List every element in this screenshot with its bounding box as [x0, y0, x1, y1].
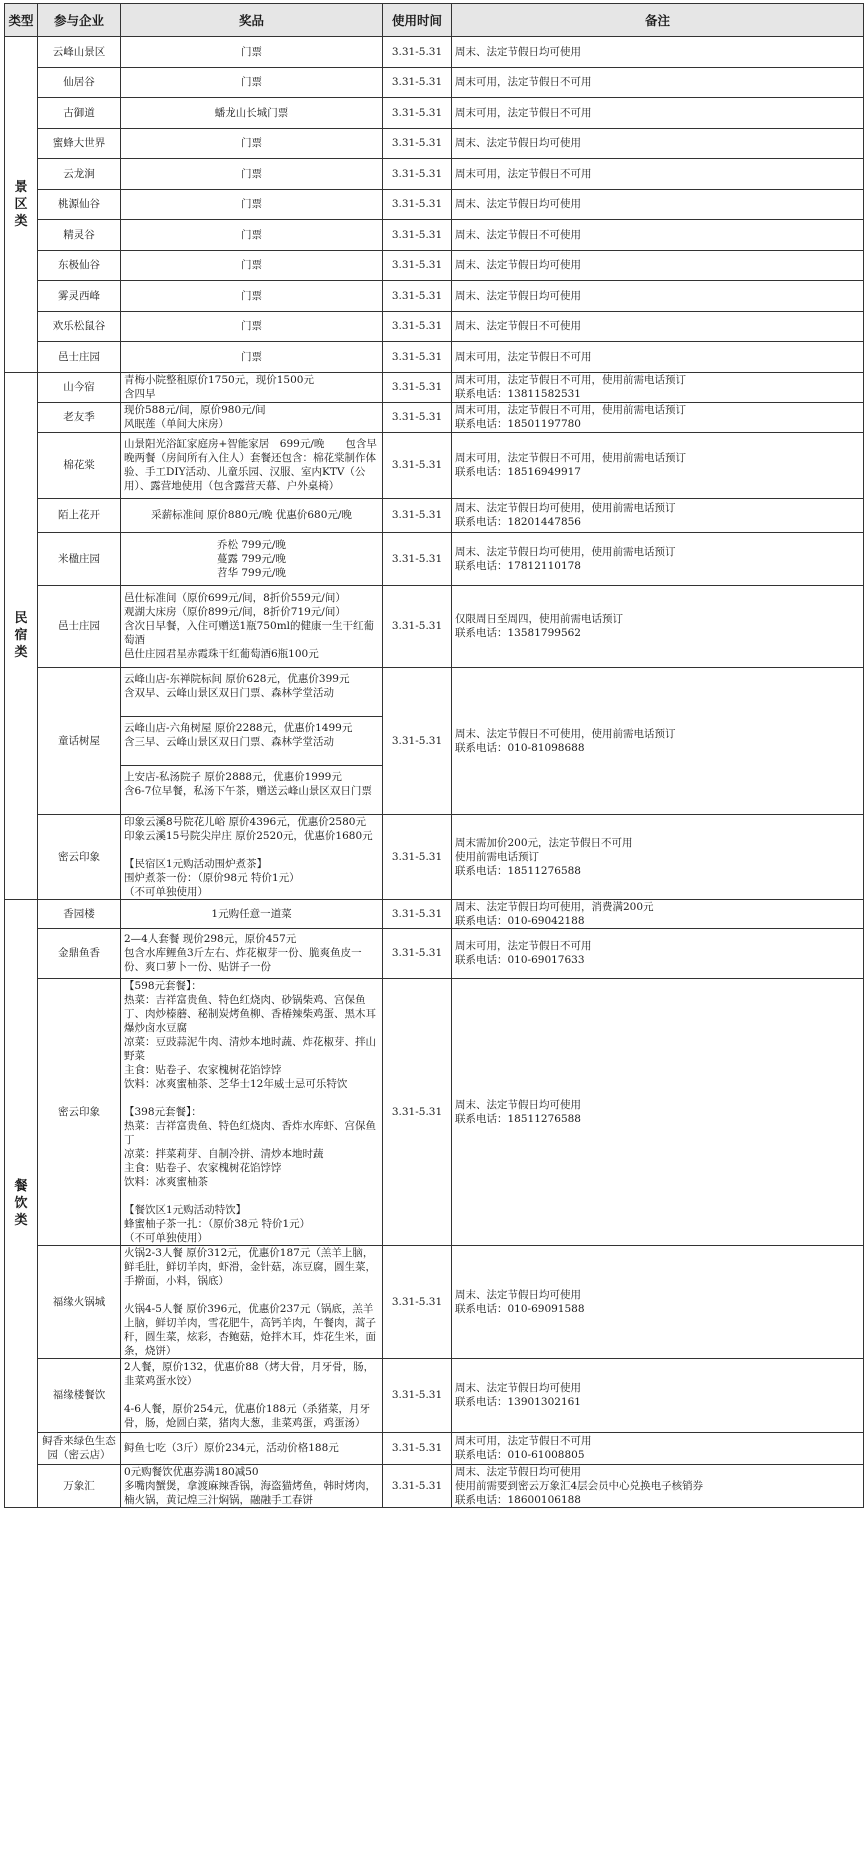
prize-cell: 门票 [121, 220, 383, 251]
usage-time: 3.31-5.31 [383, 667, 452, 814]
text-line: 上安店-私汤院子 原价2888元，优惠价1999元 [124, 770, 342, 783]
table-row [5, 814, 864, 899]
note-cell [452, 532, 864, 585]
table-row [5, 498, 864, 532]
company-name: 云龙涧 [38, 159, 121, 190]
prize-cell [121, 899, 383, 928]
note-cell: 周末、法定节假日均可使用 [452, 281, 864, 312]
company-name: 棉花棠 [38, 432, 121, 498]
usage-time: 3.31-5.31 [383, 532, 452, 585]
prize-cell: 门票 [121, 189, 383, 220]
table-row [5, 1358, 864, 1432]
usage-time: 3.31-5.31 [383, 159, 452, 190]
note-cell [452, 402, 864, 432]
header-type: 类型 [5, 4, 38, 37]
text-line: 2—4人套餐 现价298元，原价457元 [124, 933, 297, 945]
text-line: 周末、法定节假日均可使用，使用前需电话预订 [455, 545, 676, 558]
note-cell: 周末可用，法定节假日不可用 [452, 159, 864, 190]
category-label: 餐饮类 [14, 1178, 28, 1228]
table-row [5, 899, 864, 928]
text-line: 围炉煮茶一份：（原价98元 特价1元） [124, 871, 300, 884]
note-cell: 周末、法定节假日不可使用 [452, 311, 864, 342]
prize-cell [121, 1358, 383, 1432]
text-line: 【598元套餐】： [124, 979, 202, 992]
prize-cell: 门票 [121, 159, 383, 190]
prize-cell: 门票 [121, 37, 383, 68]
note-cell: 周末可用，法定节假日不可用 [452, 67, 864, 98]
text-line: 使用前需要到密云万象汇4层会员中心兑换电子核销券 [455, 1479, 704, 1492]
text-line: 周末可用，法定节假日不可用，使用前需电话预订 [455, 404, 686, 416]
text-line: 【民宿区1元购活动围炉煮茶】 [124, 857, 268, 870]
usage-time: 3.31-5.31 [383, 311, 452, 342]
note-cell [452, 372, 864, 402]
usage-time: 3.31-5.31 [383, 1358, 452, 1432]
table-row [5, 311, 864, 342]
text-line: 周末、法定节假日均可使用 [455, 1098, 581, 1111]
usage-time: 3.31-5.31 [383, 250, 452, 281]
prize-cell: 门票 [121, 281, 383, 312]
table-row [5, 98, 864, 129]
prize-cell [121, 532, 383, 585]
usage-time: 3.31-5.31 [383, 899, 452, 928]
text-line: 联系电话：010-81098688 [455, 741, 585, 754]
table-row [5, 220, 864, 251]
text-line: 联系电话：010-69091588 [455, 1302, 585, 1315]
text-line: 含四早 [124, 388, 156, 400]
usage-time: 3.31-5.31 [383, 928, 452, 978]
text-line: 采薪标准间 原价880元/晚 优惠价680元/晚 [151, 509, 352, 521]
table-row [5, 37, 864, 68]
company-name: 蜜蜂大世界 [38, 128, 121, 159]
text-line: 青梅小院整租原价1750元，现价1500元 [124, 374, 314, 386]
note-cell [452, 928, 864, 978]
prize-cell [121, 372, 383, 402]
note-cell: 周末可用，法定节假日不可用 [452, 98, 864, 129]
text-line: 乔松 799元/晚 [217, 538, 286, 551]
usage-time: 3.31-5.31 [383, 978, 452, 1245]
category-label: 民宿类 [14, 611, 28, 660]
company-name: 陌上花开 [38, 498, 121, 532]
text-line: 联系电话：010-61008805 [455, 1449, 585, 1461]
prize-cell: 门票 [121, 342, 383, 373]
category-homestay [5, 372, 38, 899]
company-name: 福缘楼餐饮 [38, 1358, 121, 1432]
prize-option [121, 668, 382, 717]
prize-cell [121, 814, 383, 899]
prize-cell [121, 432, 383, 498]
table-row [5, 372, 864, 402]
text-line: 联系电话：13811582531 [455, 388, 581, 400]
usage-time: 3.31-5.31 [383, 498, 452, 532]
company-name: 老友季 [38, 402, 121, 432]
prize-cell [121, 585, 383, 667]
text-line: 山景阳光浴缸家庭房+智能家居 699元/晚 包含早晚两餐（房间所有入住人）套餐还包含：棉花棠制作体验、手工DIY活动、儿童乐园、汉服、室内KTV（公用）、露营地使用（包含露营天幕、户外桌椅） [124, 438, 377, 492]
category-scenic [5, 37, 38, 373]
text-line: 火锅4-5人餐 原价396元，优惠价237元（锅底，羔羊上脑，鲜切羊肉，雪花肥牛，高钙羊肉，午餐肉，蒿子秆，圆生菜，炫彩，杏鲍菇，炝拌木耳，炸花生米，面条，烧饼） [124, 1302, 376, 1357]
note-cell: 周末、法定节假日不可使用 [452, 220, 864, 251]
text-line: 周末可用，法定节假日不可用 [455, 1435, 592, 1447]
table-row [5, 189, 864, 220]
text-line: 含6-7位早餐，私汤下午茶，赠送云峰山景区双日门票 [124, 784, 372, 797]
company-name: 米楹庄园 [38, 532, 121, 585]
company-name: 鲟香来绿色生态园（密云店） [38, 1432, 121, 1464]
table-row [5, 1464, 864, 1507]
text-line: 火锅2-3人餐 原价312元，优惠价187元（羔羊上脑，鲜毛肚，鲜切羊肉，虾滑，金针菇，冻豆腐，圆生菜，手擀面，小料，锅底） [124, 1246, 376, 1287]
text-line: 周末、法定节假日均可使用 [455, 1465, 581, 1478]
company-name: 童话树屋 [38, 667, 121, 814]
text-line: 包含水库鲤鱼3斤左右、炸花椒芽一份、脆爽鱼皮一份、爽口萝卜一份、贴饼子一份 [124, 947, 362, 973]
company-name: 金鼎鱼香 [38, 928, 121, 978]
company-name: 邑士庄园 [38, 342, 121, 373]
usage-time: 3.31-5.31 [383, 37, 452, 68]
table-row [5, 159, 864, 190]
company-name: 福缘火锅城 [38, 1245, 121, 1358]
text-line: 鲟鱼七吃（3斤）原价234元，活动价格188元 [124, 1442, 339, 1454]
text-line: 联系电话：13581799562 [455, 627, 581, 639]
table-row [5, 432, 864, 498]
company-name: 山今宿 [38, 372, 121, 402]
blank-line [124, 843, 379, 857]
text-line: 【398元套餐】： [124, 1105, 202, 1118]
company-name: 精灵谷 [38, 220, 121, 251]
usage-time: 3.31-5.31 [383, 1245, 452, 1358]
prize-cell [121, 928, 383, 978]
category-label: 景区类 [14, 179, 28, 229]
note-cell: 周末、法定节假日均可使用 [452, 250, 864, 281]
company-name: 邑士庄园 [38, 585, 121, 667]
blank-line [124, 1388, 379, 1402]
text-line: 【餐饮区1元购活动特饮】 [124, 1203, 247, 1216]
company-name: 密云印象 [38, 814, 121, 899]
header-note: 备注 [452, 4, 864, 37]
prize-cell [121, 667, 383, 814]
usage-time: 3.31-5.31 [383, 1464, 452, 1507]
usage-time: 3.31-5.31 [383, 1432, 452, 1464]
text-line: 云峰山店-六角树屋 原价2288元，优惠价1499元 [124, 721, 353, 734]
table-row [5, 928, 864, 978]
prize-cell: 门票 [121, 311, 383, 342]
text-line: 联系电话：13901302161 [455, 1396, 581, 1408]
usage-time: 3.31-5.31 [383, 67, 452, 98]
text-line: 联系电话：18511276588 [455, 1112, 581, 1125]
text-line: 凉菜：拌菜莉芽、自制冷拼、清炒本地时蔬 [124, 1147, 324, 1160]
header-time: 使用时间 [383, 4, 452, 37]
text-line: 主食：贴卷子、农家槐树花馅饽饽 [124, 1063, 282, 1076]
usage-time: 3.31-5.31 [383, 402, 452, 432]
table-row [5, 667, 864, 814]
prize-cell [121, 402, 383, 432]
text-line: 印象云溪15号院尖岸庄 原价2520元，优惠价1680元 [124, 829, 373, 842]
table-row [5, 978, 864, 1245]
prize-cell [121, 1464, 383, 1507]
header-row [5, 4, 864, 37]
text-line: 风眠莲（单间大床房） [124, 418, 229, 430]
prize-cell [121, 1245, 383, 1358]
company-name: 香园楼 [38, 899, 121, 928]
text-line: 邑仕标准间（原价699元/间，8折价559元/间） [124, 592, 346, 604]
text-line: 蔓露 799元/晚 [217, 552, 286, 565]
text-line: 周末、法定节假日均可使用 [455, 1382, 581, 1394]
note-cell [452, 814, 864, 899]
header-prize: 奖品 [121, 4, 383, 37]
note-cell [452, 1432, 864, 1464]
company-name: 万象汇 [38, 1464, 121, 1507]
text-line: 1元购任意一道菜 [211, 907, 292, 920]
text-line: 苕华 799元/晚 [217, 566, 286, 579]
text-line: 周末需加价200元，法定节假日不可用 [455, 836, 633, 849]
note-cell [452, 585, 864, 667]
company-name: 仙居谷 [38, 67, 121, 98]
company-name: 雾灵西峰 [38, 281, 121, 312]
prize-cell [121, 1432, 383, 1464]
prize-cell [121, 498, 383, 532]
text-line: 含次日早餐，入住可赠送1瓶750ml的健康一生干红葡萄酒 [124, 620, 375, 646]
text-line: 联系电话：18600106188 [455, 1493, 581, 1506]
note-cell: 周末、法定节假日均可使用 [452, 128, 864, 159]
text-line: 饮料：冰爽蜜柚茶、芝华士12年威士忌可乐特饮 [124, 1077, 348, 1090]
usage-time: 3.31-5.31 [383, 814, 452, 899]
company-name: 桃源仙谷 [38, 189, 121, 220]
text-line: 含三早、云峰山景区双日门票、森林学堂活动 [124, 735, 334, 748]
prize-cell: 蟠龙山长城门票 [121, 98, 383, 129]
text-line: 含双早、云峰山景区双日门票、森林学堂活动 [124, 686, 334, 699]
note-cell [452, 1464, 864, 1507]
note-cell [452, 899, 864, 928]
text-line: 周末可用，法定节假日不可用 [455, 940, 592, 952]
text-line: 观湖大床房（原价899元/间，8折价719元/间） [124, 606, 346, 618]
blank-line [124, 1189, 379, 1203]
text-line: 联系电话：18516949917 [455, 466, 581, 478]
text-line: 仅限周日至周四，使用前需电话预订 [455, 613, 623, 625]
prize-cell: 门票 [121, 67, 383, 98]
table-row [5, 585, 864, 667]
usage-time: 3.31-5.31 [383, 98, 452, 129]
text-line: 联系电话：18201447856 [455, 516, 581, 528]
text-line: 凉菜：豆豉蒜泥牛肉、清炒本地时蔬、炸花椒芽、拌山野菜 [124, 1035, 376, 1062]
table-row [5, 67, 864, 98]
company-name: 欢乐松鼠谷 [38, 311, 121, 342]
text-line: 周末、法定节假日均可使用，使用前需电话预订 [455, 502, 676, 514]
table-row [5, 128, 864, 159]
text-line: 周末可用，法定节假日不可用，使用前需电话预订 [455, 374, 686, 386]
note-cell [452, 432, 864, 498]
note-cell [452, 667, 864, 814]
prize-option [121, 766, 382, 814]
text-line: 周末、法定节假日不可使用，使用前需电话预订 [455, 727, 676, 740]
text-line: 邑仕庄园君星赤霞珠干红葡萄酒6瓶100元 [124, 648, 319, 660]
blank-line [124, 1091, 379, 1105]
note-cell: 周末、法定节假日均可使用 [452, 37, 864, 68]
table-row [5, 1245, 864, 1358]
prize-cell: 门票 [121, 250, 383, 281]
note-cell [452, 1245, 864, 1358]
text-line: （不可单独使用） [124, 885, 208, 898]
text-line: 热菜：吉祥富贵鱼、特色红烧肉、香炸水库虾、宫保鱼丁 [124, 1119, 376, 1146]
text-line: 联系电话：17812110178 [455, 559, 581, 572]
usage-time: 3.31-5.31 [383, 128, 452, 159]
table-row [5, 1432, 864, 1464]
text-line: 热菜：吉祥富贵鱼、特色红烧肉、砂锅柴鸡、宫保鱼丁、肉炒榛蘑、秘制炭烤鱼柳、香椿辣柴鸡蛋、黑木耳爆炒卤水豆腐 [124, 993, 376, 1034]
text-line: 现价588元/间，原价980元/间 [124, 404, 266, 416]
text-line: 云峰山店-东禅院标间 原价628元，优惠价399元 [124, 672, 350, 685]
text-line: 周末、法定节假日均可使用 [455, 1288, 581, 1301]
prize-table [4, 3, 864, 1508]
text-line: 蜂蜜柚子茶一扎：（原价38元 特价1元） [124, 1217, 311, 1230]
text-line: 印象云溪8号院花儿峪 原价4396元，优惠价2580元 [124, 815, 366, 828]
text-line: 周末、法定节假日均可使用，消费满200元 [455, 900, 654, 913]
text-line: 联系电话：010-69017633 [455, 954, 585, 966]
usage-time: 3.31-5.31 [383, 372, 452, 402]
usage-time: 3.31-5.31 [383, 585, 452, 667]
header-company: 参与企业 [38, 4, 121, 37]
usage-time: 3.31-5.31 [383, 281, 452, 312]
text-line: 饮料：冰爽蜜柚茶 [124, 1175, 208, 1188]
usage-time: 3.31-5.31 [383, 432, 452, 498]
text-line: 多嘴肉蟹煲，拿渡麻辣香锅，海盗猫烤鱼，韩时烤肉，楠火锅，黄记煌三汁焖锅，融融手工春饼 [124, 1479, 376, 1506]
text-line: 联系电话：010-69042188 [455, 914, 585, 927]
usage-time: 3.31-5.31 [383, 342, 452, 373]
usage-time: 3.31-5.31 [383, 189, 452, 220]
company-name: 云峰山景区 [38, 37, 121, 68]
table-row [5, 250, 864, 281]
text-line: 周末可用，法定节假日不可用，使用前需电话预订 [455, 452, 686, 464]
table-row [5, 402, 864, 432]
note-cell: 周末可用，法定节假日不可用 [452, 342, 864, 373]
table-row [5, 342, 864, 373]
text-line: 0元购餐饮优惠券满180减50 [124, 1465, 259, 1478]
text-line: 使用前需电话预订 [455, 850, 539, 863]
note-cell [452, 1358, 864, 1432]
category-dining [5, 899, 38, 1507]
table-row [5, 281, 864, 312]
prize-cell [121, 978, 383, 1245]
text-line: 4-6人餐，原价254元，优惠价188元（杀猪菜，月牙骨，肠，炝圆白菜，猪肉大葱，韭菜鸡蛋，鸡蛋汤） [124, 1403, 370, 1429]
text-line: 联系电话：18511276588 [455, 864, 581, 877]
blank-line [124, 1288, 379, 1302]
text-line: （不可单独使用） [124, 1231, 208, 1244]
prize-list-document [4, 3, 863, 1508]
company-name: 东极仙谷 [38, 250, 121, 281]
note-cell [452, 498, 864, 532]
prize-option [121, 717, 382, 766]
text-line: 主食：贴卷子、农家槐树花馅饽饽 [124, 1161, 282, 1174]
note-cell [452, 978, 864, 1245]
company-name: 古御道 [38, 98, 121, 129]
company-name: 密云印象 [38, 978, 121, 1245]
prize-cell: 门票 [121, 128, 383, 159]
text-line: 2人餐，原价132，优惠价88（烤大骨，月牙骨，肠，韭菜鸡蛋水饺） [124, 1361, 375, 1387]
usage-time: 3.31-5.31 [383, 220, 452, 251]
note-cell: 周末、法定节假日均可使用 [452, 189, 864, 220]
text-line: 联系电话：18501197780 [455, 418, 581, 430]
table-row [5, 532, 864, 585]
